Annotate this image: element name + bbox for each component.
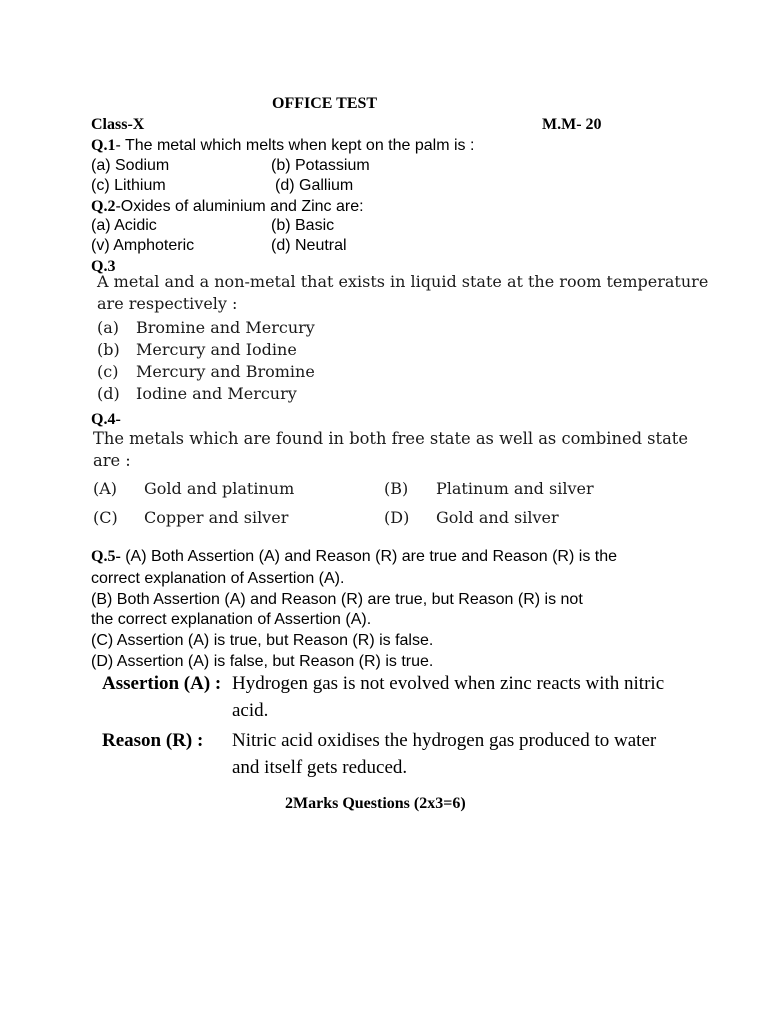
question-4-option-c-label: (C) [93,508,118,527]
question-2-text: -Oxides of aluminium and Zinc are: [115,198,364,215]
page-title: OFFICE TEST [272,95,378,112]
question-3-option-b-text: Mercury and Iodine [136,340,297,359]
question-4-option-d-label: (D) [384,508,410,527]
question-1-option-d: (d) Gallium [275,177,354,194]
question-1-option-a: (a) Sodium [91,157,170,174]
question-3-text-line-2: are respectively : [97,294,238,313]
question-3-option-d-label: (d) [97,384,120,403]
max-marks-label: M.M- 20 [542,116,602,133]
question-4-option-a-label: (A) [93,479,118,498]
question-5-option-a-text: (A) Both Assertion (A) and Reason (R) are true and Reason (R) is the [120,548,617,565]
question-3-text-line-1: A metal and a non-metal that exists in liquid state at the room temperature [97,272,709,291]
question-3-option-c-text: Mercury and Bromine [136,362,315,381]
question-3-option-a-label: (a) [97,318,120,337]
question-1-option-b: (b) Potassium [271,157,370,174]
question-2-number: Q.2 [91,198,116,215]
question-2-option-d: (d) Neutral [271,237,347,254]
reason-label: Reason (R) : [102,730,204,751]
question-4-option-d-text: Gold and silver [436,508,559,527]
question-4-number: Q.4- [91,411,121,428]
question-4-text-line-1: The metals which are found in both free state as well as combined state [93,429,688,448]
question-5-line-1 [91,549,617,565]
question-3-option-b-label: (b) [97,340,120,359]
question-2-option-b: (b) Basic [271,217,335,234]
reason-text-line-1: Nitric acid oxidises the hydrogen gas produced to water [232,730,657,751]
question-3-option-a-text: Bromine and Mercury [136,318,315,337]
question-4-option-a-text: Gold and platinum [144,479,295,498]
question-5-line-3: (B) Both Assertion (A) and Reason (R) are true, but Reason (R) is not [91,591,583,608]
assertion-text-line-1: Hydrogen gas is not evolved when zinc reacts with nitric [232,673,665,694]
question-5-line-6: (D) Assertion (A) is false, but Reason (R) is true. [91,653,434,670]
question-2-option-c: (v) Amphoteric [91,237,195,254]
question-4-option-b-label: (B) [384,479,409,498]
question-1-number: Q.1 [91,137,116,154]
section-2-title: 2Marks Questions (2x3=6) [285,795,466,812]
question-2 [91,199,364,215]
question-5-line-2: correct explanation of Assertion (A). [91,570,345,587]
question-4-text-line-2: are : [93,451,131,470]
question-5-line-5: (C) Assertion (A) is true, but Reason (R) is false. [91,632,434,649]
class-label: Class-X [91,116,145,133]
question-5-number: Q.5- [91,548,121,565]
question-3-number: Q.3 [91,258,116,275]
question-1 [91,138,474,154]
question-2-option-a: (a) Acidic [91,217,157,234]
question-5-line-4: the correct explanation of Assertion (A). [91,611,372,628]
question-3-option-c-label: (c) [97,362,119,381]
question-4-option-b-text: Platinum and silver [436,479,594,498]
reason-text-line-2: and itself gets reduced. [232,757,408,778]
question-4-option-c-text: Copper and silver [144,508,289,527]
question-3-option-d-text: Iodine and Mercury [136,384,297,403]
assertion-label: Assertion (A) : [102,673,222,694]
question-1-text: - The metal which melts when kept on the palm is : [115,137,475,154]
assertion-text-line-2: acid. [232,700,269,721]
question-1-option-c: (c) Lithium [91,177,166,194]
